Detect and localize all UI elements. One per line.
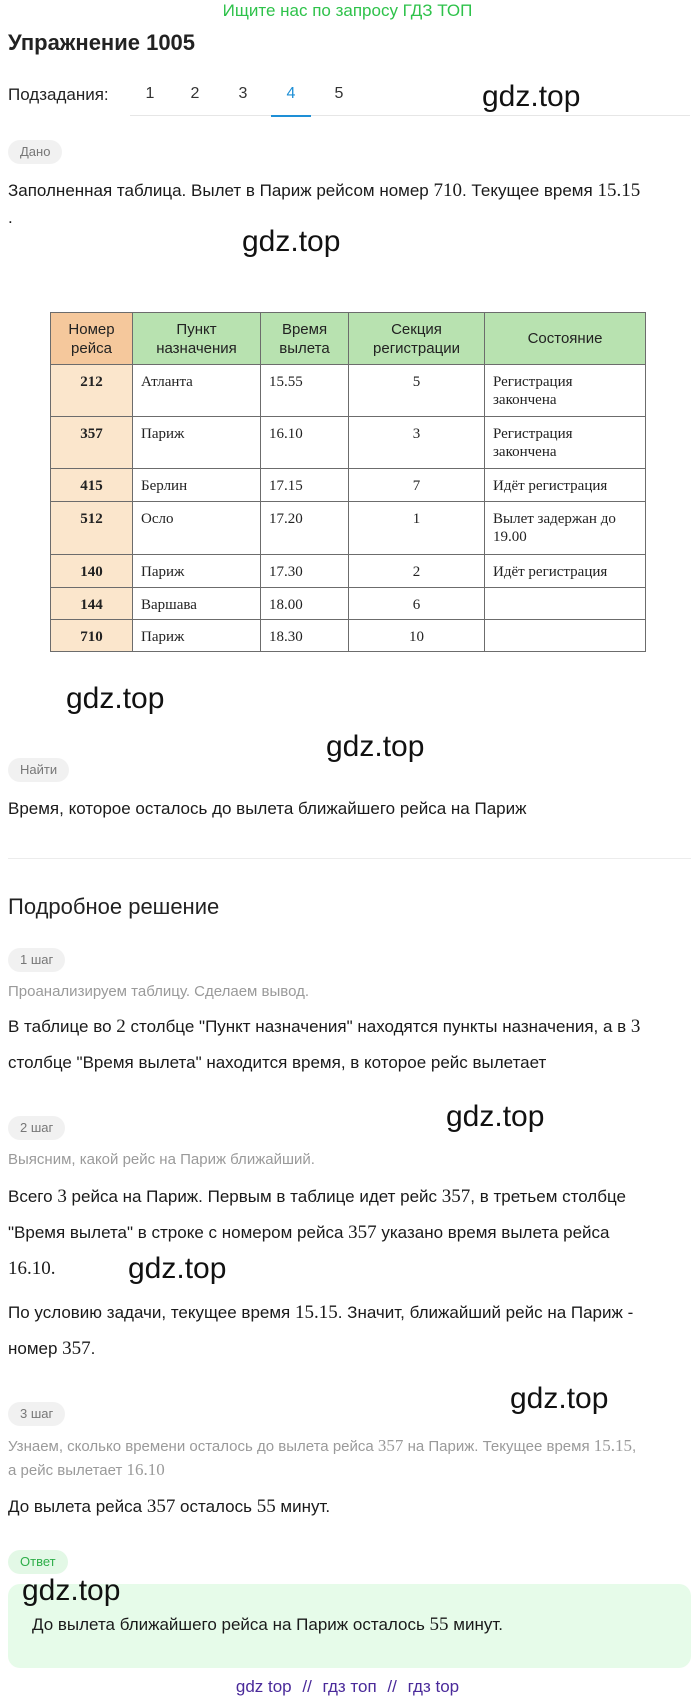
answer-text: До вылета ближайшего рейса на Париж осталось 55 минут. bbox=[32, 1614, 503, 1635]
watermark: gdz.top bbox=[128, 1252, 227, 1285]
subtask-tabs bbox=[130, 70, 690, 116]
step-3-text: До вылета рейса 357 осталось 55 минут. bbox=[8, 1496, 331, 1517]
table-header: Состояние bbox=[485, 313, 646, 365]
step-2-para-2-line-2: номер 357. bbox=[8, 1338, 96, 1359]
step-3-hint-line-2: а рейс вылетает 16.10 bbox=[8, 1460, 165, 1479]
table-row bbox=[51, 587, 646, 619]
table-cell bbox=[485, 587, 646, 619]
table-cell: Атланта bbox=[133, 365, 261, 417]
table-cell: Регистрация закончена bbox=[485, 417, 646, 469]
table-cell: Вылет задержан до 19.00 bbox=[485, 502, 646, 554]
table-cell: 144 bbox=[51, 587, 133, 619]
table-cell: Варшава bbox=[133, 587, 261, 619]
table-cell: Регистрация закончена bbox=[485, 365, 646, 417]
step-2-hint: Выясним, какой рейс на Париж ближайший. bbox=[8, 1151, 315, 1168]
find-chip: Найти bbox=[8, 758, 69, 782]
step-1-line-1: В таблице во 2 столбце "Пункт назначения" находятся пункты назначения, а в 3 bbox=[8, 1016, 641, 1037]
step-1-chip: 1 шаг bbox=[8, 948, 65, 972]
table-cell: 212 bbox=[51, 365, 133, 417]
table-cell: Идёт регистрация bbox=[485, 469, 646, 502]
table-row bbox=[51, 619, 646, 651]
given-text: Заполненная таблица. Вылет в Париж рейсом номер 710. Текущее время 15.15 bbox=[8, 180, 641, 201]
flights-table-image bbox=[50, 312, 646, 652]
step-2-chip: 2 шаг bbox=[8, 1116, 65, 1140]
section-divider bbox=[8, 858, 691, 859]
step-1-hint: Проанализируем таблицу. Сделаем вывод. bbox=[8, 983, 309, 1000]
table-header: Пункт назначения bbox=[133, 313, 261, 365]
table-cell: Париж bbox=[133, 619, 261, 651]
table-row bbox=[51, 365, 646, 417]
given-chip: Дано bbox=[8, 140, 62, 164]
table-cell: 2 bbox=[349, 554, 485, 587]
footer-link-gdz-top-mixed[interactable]: гдз top bbox=[407, 1677, 460, 1696]
page-title: Упражнение 1005 bbox=[8, 30, 196, 55]
watermark: gdz.top bbox=[22, 1574, 121, 1607]
table-cell: 3 bbox=[349, 417, 485, 469]
table-cell: 357 bbox=[51, 417, 133, 469]
table-cell: 6 bbox=[349, 587, 485, 619]
solution-title: Подробное решение bbox=[8, 894, 220, 919]
table-cell: Берлин bbox=[133, 469, 261, 502]
table-row bbox=[51, 502, 646, 554]
table-cell: Париж bbox=[133, 417, 261, 469]
table-cell: 140 bbox=[51, 554, 133, 587]
subtask-tab-5[interactable]: 5 bbox=[334, 85, 344, 102]
watermark: gdz.top bbox=[482, 80, 581, 113]
table-cell: 7 bbox=[349, 469, 485, 502]
subtask-tab-2[interactable]: 2 bbox=[190, 85, 200, 102]
footer-separator: // bbox=[387, 1677, 397, 1696]
table-cell bbox=[485, 619, 646, 651]
step-3-chip: 3 шаг bbox=[8, 1402, 65, 1426]
table-row bbox=[51, 469, 646, 502]
subtask-tab-3[interactable]: 3 bbox=[238, 85, 248, 102]
table-cell: 710 bbox=[51, 619, 133, 651]
footer-link-gdz-top-ru[interactable]: гдз топ bbox=[322, 1677, 377, 1696]
step-2-line-2: "Время вылета" в строке с номером рейса 357 указано время вылета рейса bbox=[8, 1222, 610, 1243]
table-cell: 18.00 bbox=[261, 587, 349, 619]
table-cell: Осло bbox=[133, 502, 261, 554]
table-header: Секция регистрации bbox=[349, 313, 485, 365]
watermark: gdz.top bbox=[510, 1382, 609, 1415]
subtask-tab-4[interactable]: 4 bbox=[271, 70, 311, 116]
flights-table bbox=[50, 312, 646, 652]
answer-chip: Ответ bbox=[8, 1550, 68, 1574]
table-cell: 17.30 bbox=[261, 554, 349, 587]
step-1-line-2: столбце "Время вылета" находится время, в которое рейс вылетает bbox=[8, 1053, 547, 1072]
given-dot: . bbox=[8, 208, 13, 227]
table-cell: 415 bbox=[51, 469, 133, 502]
table-cell: 512 bbox=[51, 502, 133, 554]
find-text: Время, которое осталось до вылета ближайшего рейса на Париж bbox=[8, 799, 527, 818]
watermark: gdz.top bbox=[242, 225, 341, 258]
watermark: gdz.top bbox=[66, 682, 165, 715]
table-cell: 17.15 bbox=[261, 469, 349, 502]
table-cell: Идёт регистрация bbox=[485, 554, 646, 587]
table-cell: 5 bbox=[349, 365, 485, 417]
step-2-para-2-line-1: По условию задачи, текущее время 15.15. Значит, ближайший рейс на Париж - bbox=[8, 1302, 634, 1323]
table-cell: 17.20 bbox=[261, 502, 349, 554]
watermark: gdz.top bbox=[446, 1100, 545, 1133]
table-row bbox=[51, 417, 646, 469]
step-2-line-3: 16.10. bbox=[8, 1258, 56, 1279]
subtask-tab-1[interactable]: 1 bbox=[145, 85, 155, 102]
watermark: gdz.top bbox=[326, 730, 425, 763]
table-cell: Париж bbox=[133, 554, 261, 587]
table-cell: 1 bbox=[349, 502, 485, 554]
table-header: Номер рейса bbox=[51, 313, 133, 365]
table-cell: 15.55 bbox=[261, 365, 349, 417]
table-cell: 10 bbox=[349, 619, 485, 651]
step-2-line-1: Всего 3 рейса на Париж. Первым в таблице идет рейс 357, в третьем столбце bbox=[8, 1186, 626, 1207]
table-cell: 18.30 bbox=[261, 619, 349, 651]
footer-link-gdz-top[interactable]: gdz top bbox=[235, 1677, 292, 1696]
subtasks-label: Подзадания: bbox=[8, 85, 109, 104]
step-3-hint-line-1: Узнаем, сколько времени осталось до вылета рейса 357 на Париж. Текущее время 15.15, bbox=[8, 1436, 637, 1455]
search-banner[interactable]: Ищите нас по запросу ГДЗ ТОП bbox=[222, 1, 473, 20]
table-cell: 16.10 bbox=[261, 417, 349, 469]
table-row bbox=[51, 554, 646, 587]
table-header: Время вылета bbox=[261, 313, 349, 365]
footer-links bbox=[0, 1677, 695, 1697]
footer-separator: // bbox=[302, 1677, 312, 1696]
